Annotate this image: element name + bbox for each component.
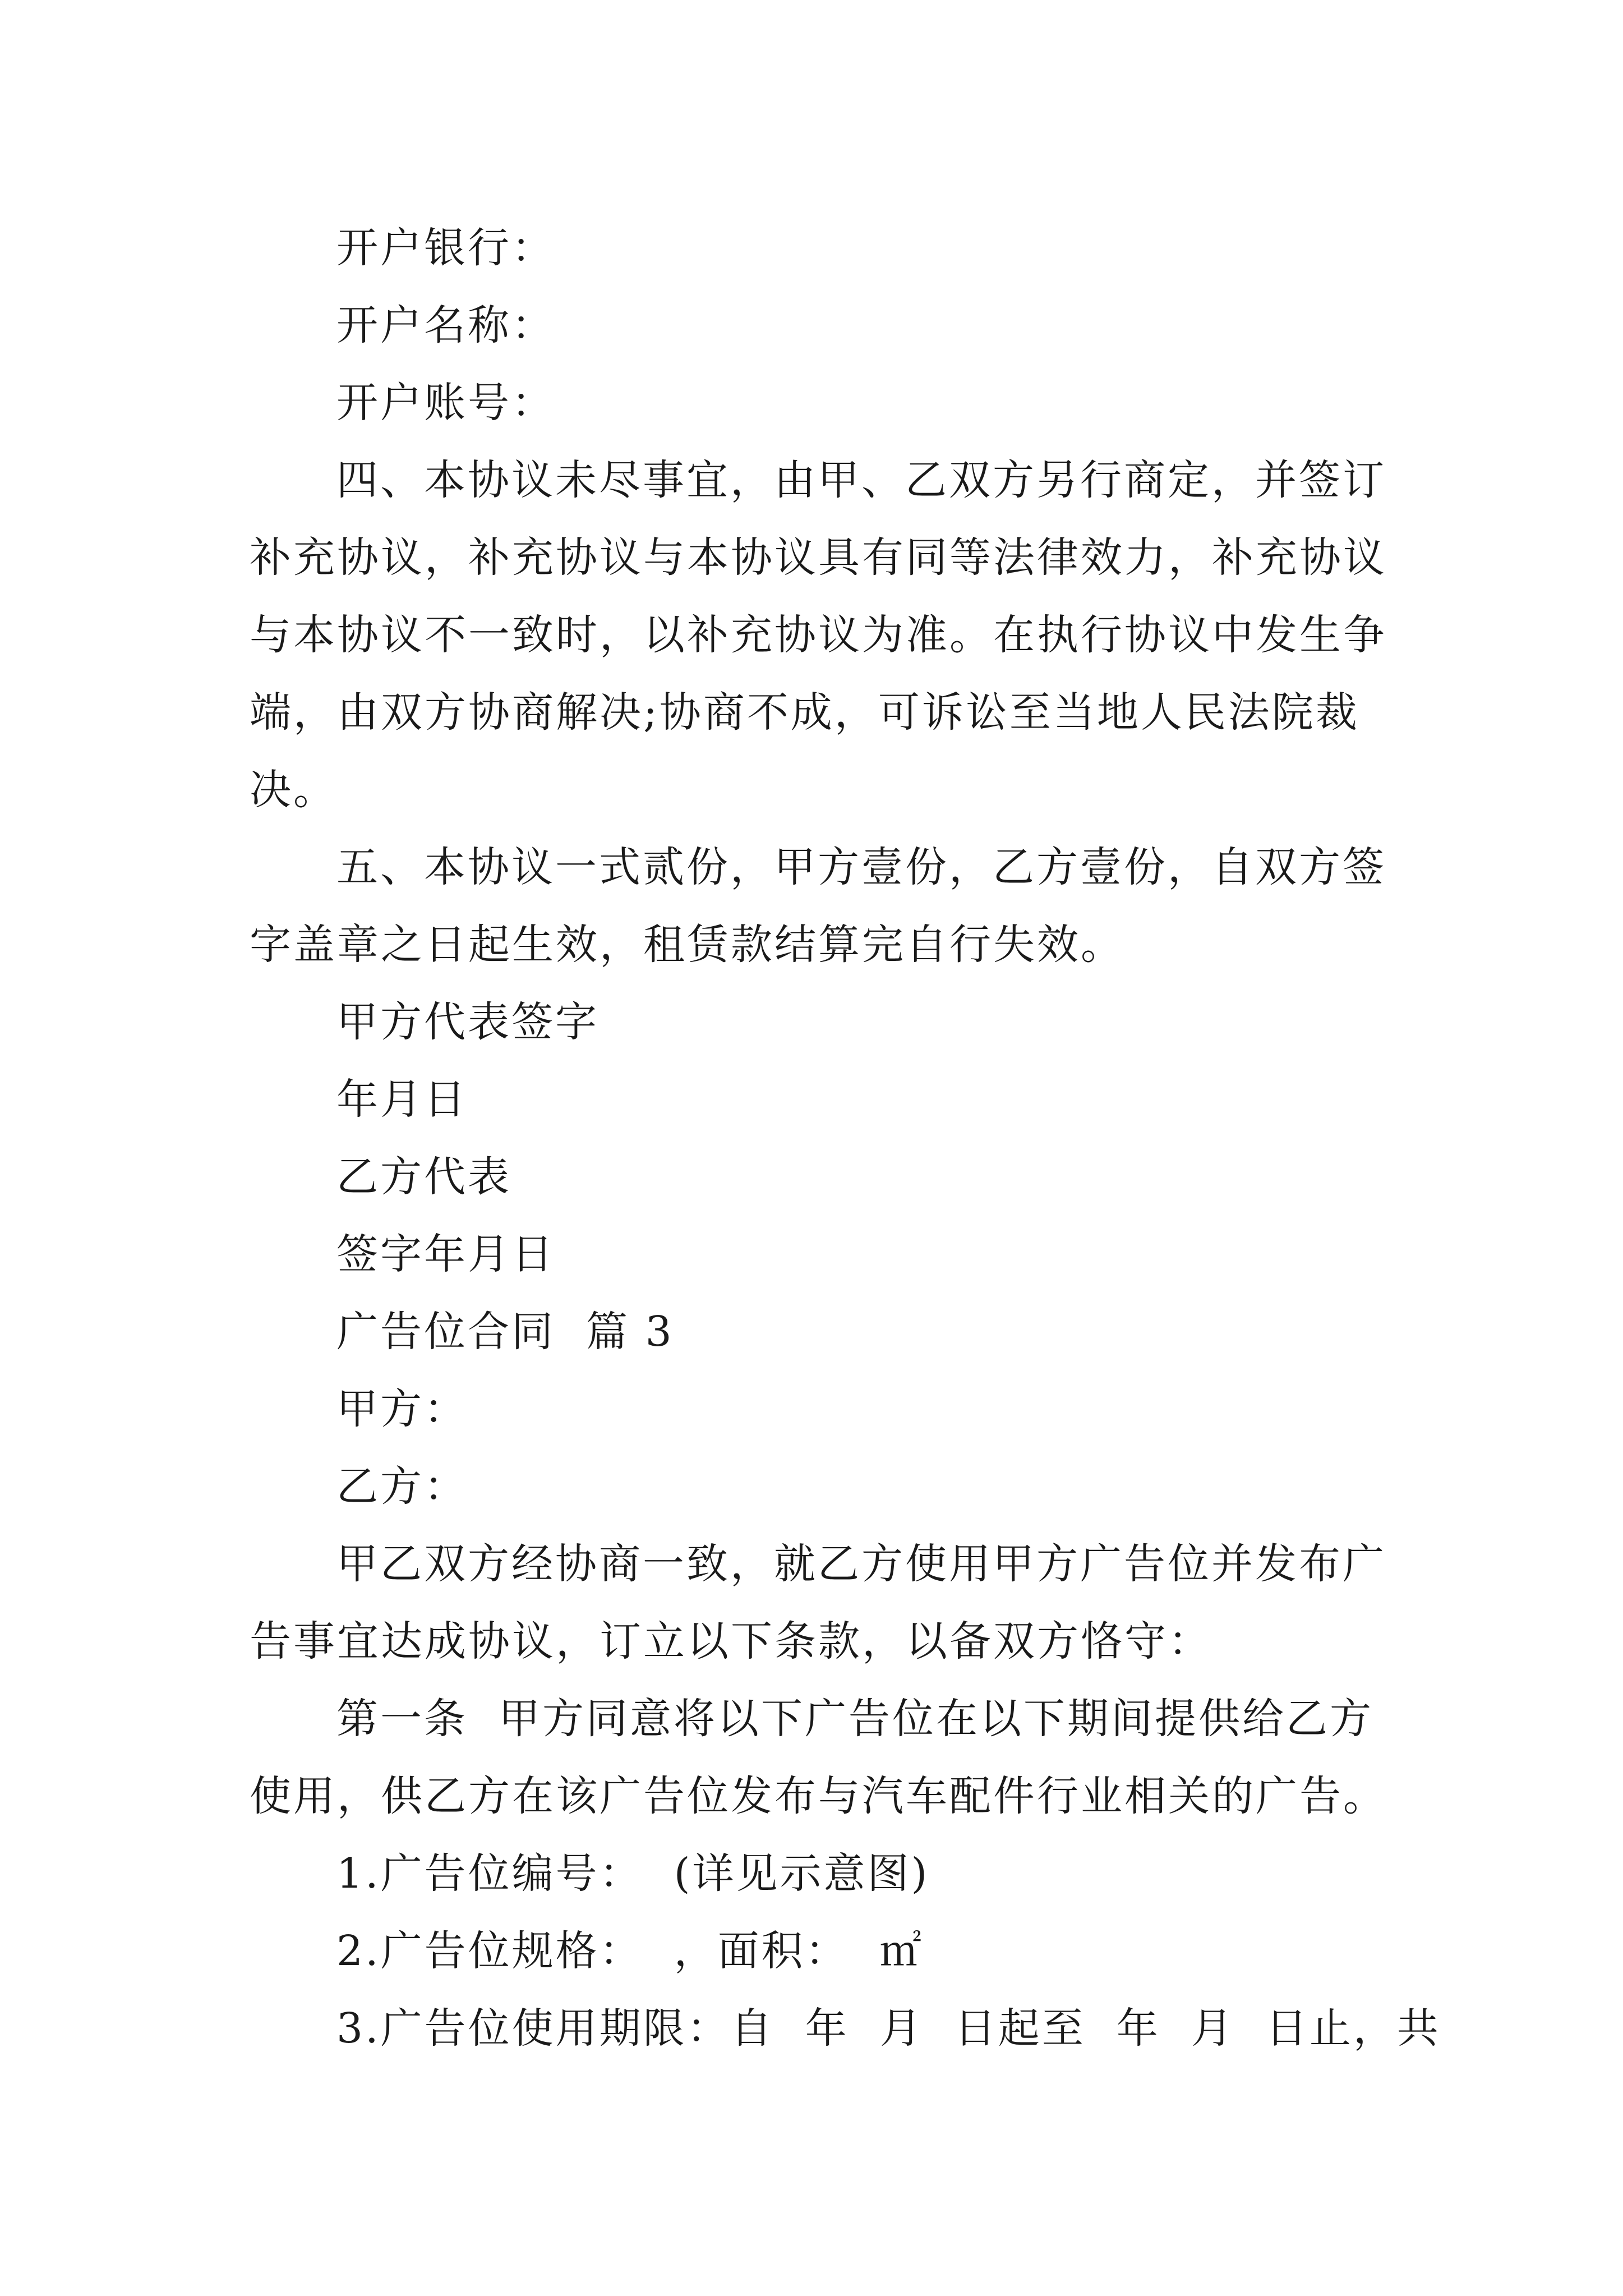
clause-five-line-2: 字盖章之日起生效，租赁款结算完自行失效。: [250, 921, 1124, 969]
clause-five-line-1: 五、本协议一式贰份，甲方壹份，乙方壹份，自双方签: [336, 843, 1386, 891]
party-b-representative-line: 乙方代表: [336, 1153, 511, 1201]
clause-four-line-3: 与本协议不一致时，以补充协议为准。在执行协议中发生争: [250, 611, 1387, 659]
clause-four-line-1: 四、本协议未尽事宜，由甲、乙双方另行商定，并签订: [336, 456, 1386, 504]
party-b-line: 乙方：: [336, 1462, 468, 1511]
clause-four-line-5: 决。: [250, 766, 337, 814]
party-a-line: 甲方：: [336, 1385, 468, 1433]
item-ad-number: 1.广告位编号： (详见示意图): [336, 1849, 930, 1898]
preamble-line-2: 告事宜达成协议，订立以下条款，以备双方恪守：: [250, 1617, 1212, 1665]
item-ad-period: 3.广告位使用期限：自 年 月 日起至 年 月 日止，共: [336, 2004, 1441, 2053]
clause-four-line-2: 补充协议，补充协议与本协议具有同等法律效力，补充协议: [250, 533, 1387, 582]
article-one-line-1: 第一条 甲方同意将以下广告位在以下期间提供给乙方: [336, 1695, 1374, 1743]
article-one-line-2: 使用，供乙方在该广告位发布与汽车配件行业相关的广告。: [250, 1772, 1387, 1820]
clause-four-line-4: 端，由双方协商解决;协商不成，可诉讼至当地人民法院裁: [250, 688, 1359, 737]
account-name-line: 开户名称：: [336, 301, 555, 349]
party-a-signature-line: 甲方代表签字: [336, 998, 599, 1046]
item-ad-spec: 2.广告位规格： ，面积： ㎡: [336, 1927, 924, 1975]
section-heading: 广告位合同 篇 3: [336, 1308, 674, 1356]
party-a-date-line: 年月日: [336, 1075, 468, 1124]
preamble-line-1: 甲乙双方经协商一致，就乙方使用甲方广告位并发布广: [336, 1540, 1386, 1588]
account-number-line: 开户账号：: [336, 379, 555, 427]
party-b-signature-date-line: 签字年月日: [336, 1230, 555, 1278]
bank-name-line: 开户银行：: [336, 224, 555, 272]
